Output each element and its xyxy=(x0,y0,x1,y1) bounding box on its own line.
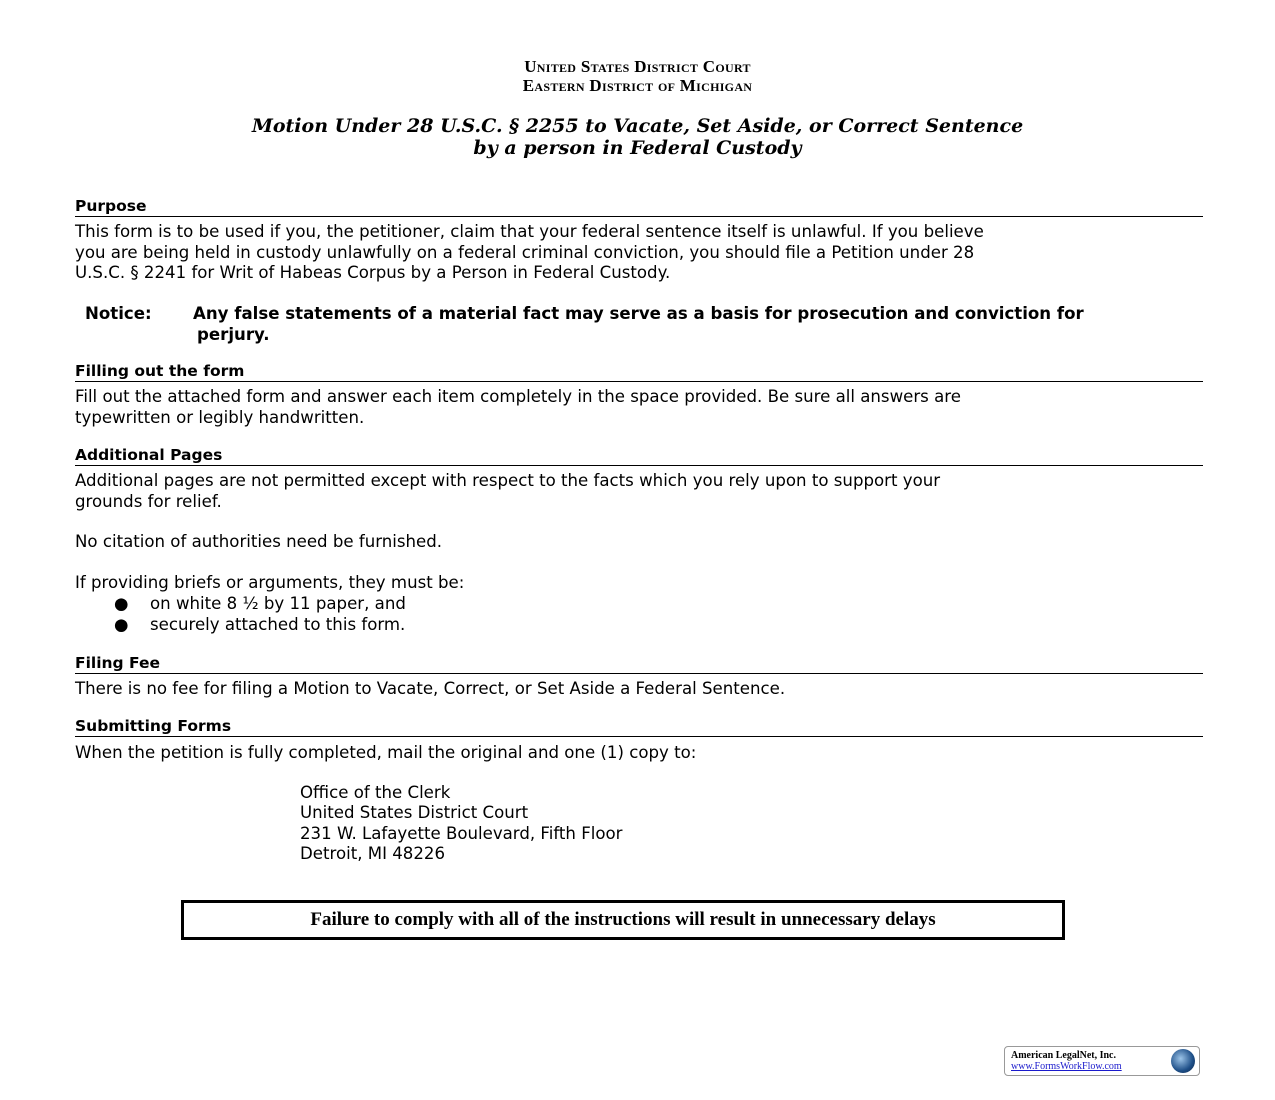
additional-text xyxy=(75,471,1205,512)
district-name: Eastern District of Michigan xyxy=(522,76,753,95)
footer-logo xyxy=(1004,1046,1200,1076)
text-line: typewritten or legibly handwritten. xyxy=(75,407,365,427)
address-line: Detroit, MI 48226 xyxy=(300,843,446,863)
citation-text: No citation of authorities need be furnished. xyxy=(75,532,443,551)
text-line: Additional pages are not permitted except with respect to the facts which you rely upon to support your xyxy=(75,471,941,490)
bullet-icon: ● xyxy=(114,594,129,613)
clerk-address xyxy=(300,783,623,864)
warning-box: Failure to comply with all of the instructions will result in unnecessary delays xyxy=(181,900,1065,940)
bullet-text: on white 8 ½ by 11 paper, and xyxy=(150,594,406,613)
text-line: you are being held in custody unlawfully on a federal criminal conviction, you should file a Petition under 28 xyxy=(75,242,975,262)
address-line: 231 W. Lafayette Boulevard, Fifth Floor xyxy=(300,823,623,843)
text-line: grounds for relief. xyxy=(75,491,222,511)
form-title-line2: by a person in Federal Custody xyxy=(473,137,802,159)
section-heading-submitting: Submitting Forms xyxy=(75,717,1203,737)
company-url-link[interactable]: www.FormsWorkFlow.com xyxy=(1011,1061,1122,1072)
submitting-text: When the petition is fully completed, mail the original and one (1) copy to: xyxy=(75,743,697,762)
bullet-text: securely attached to this form. xyxy=(150,615,406,634)
court-name: United States District Court xyxy=(524,57,751,76)
bullet-icon: ● xyxy=(114,615,129,634)
text-line: Fill out the attached form and answer each item completely in the space provided. Be sure all answers are xyxy=(75,387,961,406)
text-line: U.S.C. § 2241 for Writ of Habeas Corpus by a Person in Federal Custody. xyxy=(75,263,671,282)
fee-text: There is no fee for filing a Motion to Vacate, Correct, or Set Aside a Federal Sentence. xyxy=(75,679,786,698)
company-name: American LegalNet, Inc. xyxy=(1011,1050,1116,1061)
section-heading-filing-fee: Filing Fee xyxy=(75,654,1203,674)
bullet-item xyxy=(114,594,406,613)
purpose-text xyxy=(75,222,1205,284)
section-heading-additional-pages: Additional Pages xyxy=(75,446,1203,466)
section-heading-purpose: Purpose xyxy=(75,197,1203,217)
notice xyxy=(85,303,1195,345)
globe-icon xyxy=(1171,1049,1195,1073)
text-line: This form is to be used if you, the petitioner, claim that your federal sentence itself is unlawful. If you believe xyxy=(75,222,984,241)
notice-text: perjury. xyxy=(197,325,270,344)
notice-text: Any false statements of a material fact may serve as a basis for prosecution and conviction for xyxy=(193,304,1084,323)
notice-label: Notice: xyxy=(85,304,152,323)
bullet-item xyxy=(114,615,405,634)
section-heading-filling: Filling out the form xyxy=(75,362,1203,382)
filling-text xyxy=(75,387,1205,428)
address-line: United States District Court xyxy=(300,803,529,823)
briefs-intro: If providing briefs or arguments, they must be: xyxy=(75,573,465,592)
address-line: Office of the Clerk xyxy=(300,783,451,802)
form-title-line1: Motion Under 28 U.S.C. § 2255 to Vacate, Set Aside, or Correct Sentence xyxy=(251,115,1024,137)
